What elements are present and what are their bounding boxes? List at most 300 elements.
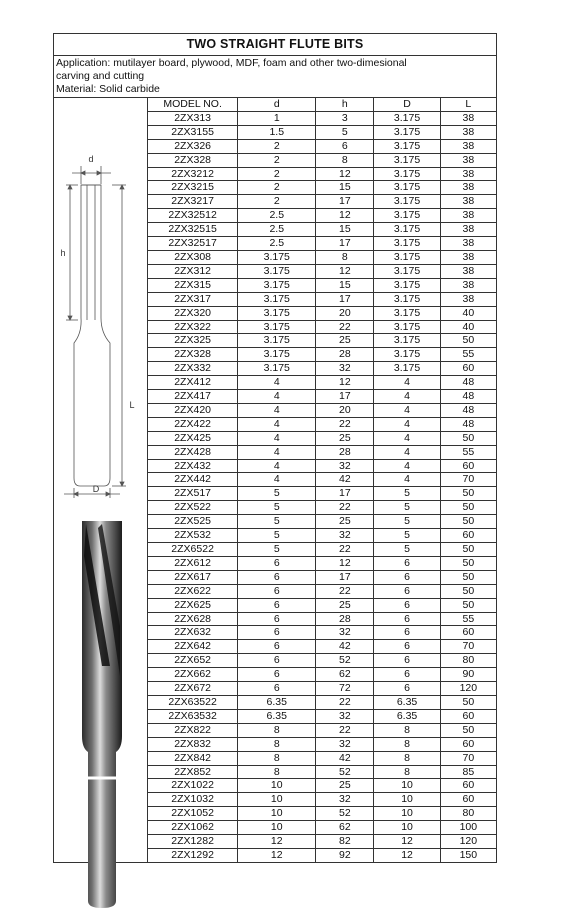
header-model: MODEL NO. (148, 98, 238, 111)
h-cell: 42 (316, 640, 374, 654)
d-cell: 5 (238, 501, 316, 515)
model-cell: 2ZX1022 (148, 779, 238, 793)
d-cell: 4 (238, 390, 316, 404)
d-cell: 1 (238, 111, 316, 125)
d-cell: 6 (238, 612, 316, 626)
D-cell: 10 (374, 793, 440, 807)
h-cell: 20 (316, 403, 374, 417)
h-cell: 32 (316, 793, 374, 807)
model-cell: 2ZX63522 (148, 695, 238, 709)
h-cell: 25 (316, 431, 374, 445)
h-cell: 17 (316, 487, 374, 501)
model-cell: 2ZX832 (148, 737, 238, 751)
table-row (148, 153, 496, 167)
d-cell: 8 (238, 737, 316, 751)
D-cell: 8 (374, 765, 440, 779)
L-cell: 55 (440, 348, 496, 362)
model-cell: 2ZX1052 (148, 807, 238, 821)
D-cell: 6.35 (374, 695, 440, 709)
L-cell: 50 (440, 431, 496, 445)
table-row (148, 111, 496, 125)
L-cell: 60 (440, 529, 496, 543)
d-cell: 2 (238, 195, 316, 209)
L-cell: 55 (440, 445, 496, 459)
d-cell: 3.175 (238, 306, 316, 320)
application-text: Application: mutilayer board, plywood, MDF, foam and other two-dimesional (56, 57, 407, 69)
model-cell: 2ZX1292 (148, 848, 238, 861)
d-cell: 6.35 (238, 695, 316, 709)
table-row (148, 793, 496, 807)
table-row (148, 445, 496, 459)
d-cell: 2 (238, 153, 316, 167)
h-cell: 6 (316, 139, 374, 153)
D-cell: 4 (374, 431, 440, 445)
h-cell: 25 (316, 334, 374, 348)
h-cell: 62 (316, 821, 374, 835)
dim-label-L: L (129, 400, 135, 410)
table-row (148, 459, 496, 473)
D-cell: 3.175 (374, 320, 440, 334)
application-text-cont: carving and cutting (56, 70, 145, 82)
table-row (148, 209, 496, 223)
table-row (148, 570, 496, 584)
header-D: D (374, 98, 440, 111)
table-row (148, 668, 496, 682)
h-cell: 42 (316, 473, 374, 487)
h-cell: 8 (316, 153, 374, 167)
d-cell: 6 (238, 682, 316, 696)
L-cell: 38 (440, 195, 496, 209)
header-h: h (316, 98, 374, 111)
L-cell: 70 (440, 751, 496, 765)
model-cell: 2ZX325 (148, 334, 238, 348)
h-cell: 72 (316, 682, 374, 696)
model-cell: 2ZX32515 (148, 223, 238, 237)
table-row (148, 487, 496, 501)
D-cell: 8 (374, 723, 440, 737)
model-cell: 2ZX422 (148, 417, 238, 431)
h-cell: 12 (316, 264, 374, 278)
h-cell: 32 (316, 709, 374, 723)
L-cell: 38 (440, 264, 496, 278)
table-row (148, 848, 496, 861)
model-cell: 2ZX617 (148, 570, 238, 584)
h-cell: 22 (316, 584, 374, 598)
table-row (148, 515, 496, 529)
L-cell: 40 (440, 306, 496, 320)
L-cell: 48 (440, 417, 496, 431)
table-row (148, 376, 496, 390)
D-cell: 4 (374, 417, 440, 431)
d-cell: 3.175 (238, 292, 316, 306)
table-row (148, 835, 496, 849)
d-cell: 10 (238, 807, 316, 821)
L-cell: 70 (440, 640, 496, 654)
h-cell: 32 (316, 362, 374, 376)
L-cell: 50 (440, 487, 496, 501)
d-cell: 1.5 (238, 125, 316, 139)
L-cell: 38 (440, 278, 496, 292)
L-cell: 50 (440, 556, 496, 570)
D-cell: 3.175 (374, 125, 440, 139)
d-cell: 2.5 (238, 209, 316, 223)
d-cell: 6 (238, 668, 316, 682)
table-row (148, 167, 496, 181)
L-cell: 70 (440, 473, 496, 487)
d-cell: 10 (238, 821, 316, 835)
D-cell: 5 (374, 529, 440, 543)
d-cell: 12 (238, 835, 316, 849)
h-cell: 28 (316, 612, 374, 626)
h-cell: 52 (316, 654, 374, 668)
table-row (148, 737, 496, 751)
L-cell: 60 (440, 362, 496, 376)
D-cell: 3.175 (374, 278, 440, 292)
table-row (148, 473, 496, 487)
model-cell: 2ZX642 (148, 640, 238, 654)
d-cell: 4 (238, 403, 316, 417)
table-row (148, 584, 496, 598)
h-cell: 82 (316, 835, 374, 849)
L-cell: 38 (440, 223, 496, 237)
h-cell: 28 (316, 348, 374, 362)
d-cell: 3.175 (238, 362, 316, 376)
h-cell: 32 (316, 459, 374, 473)
h-cell: 12 (316, 209, 374, 223)
D-cell: 6.35 (374, 709, 440, 723)
D-cell: 3.175 (374, 264, 440, 278)
h-cell: 22 (316, 417, 374, 431)
d-cell: 2.5 (238, 237, 316, 251)
d-cell: 6 (238, 654, 316, 668)
model-cell: 2ZX432 (148, 459, 238, 473)
d-cell: 5 (238, 515, 316, 529)
L-cell: 38 (440, 139, 496, 153)
d-cell: 12 (238, 848, 316, 861)
D-cell: 4 (374, 473, 440, 487)
d-cell: 6 (238, 570, 316, 584)
D-cell: 6 (374, 556, 440, 570)
h-cell: 22 (316, 543, 374, 557)
D-cell: 6 (374, 640, 440, 654)
table-row (148, 306, 496, 320)
L-cell: 50 (440, 584, 496, 598)
table-row (148, 709, 496, 723)
dim-label-D: D (92, 484, 100, 494)
D-cell: 3.175 (374, 348, 440, 362)
d-cell: 4 (238, 431, 316, 445)
h-cell: 92 (316, 848, 374, 861)
table-row (148, 598, 496, 612)
d-cell: 2 (238, 181, 316, 195)
D-cell: 6 (374, 570, 440, 584)
model-cell: 2ZX3212 (148, 167, 238, 181)
model-cell: 2ZX672 (148, 682, 238, 696)
d-cell: 5 (238, 529, 316, 543)
L-cell: 50 (440, 723, 496, 737)
L-cell: 38 (440, 250, 496, 264)
L-cell: 50 (440, 515, 496, 529)
dim-label-d: d (88, 154, 94, 164)
h-cell: 20 (316, 306, 374, 320)
model-cell: 2ZX525 (148, 515, 238, 529)
table-row (148, 821, 496, 835)
sheet-title: TWO STRAIGHT FLUTE BITS (54, 34, 496, 56)
model-cell: 2ZX612 (148, 556, 238, 570)
D-cell: 4 (374, 459, 440, 473)
D-cell: 10 (374, 821, 440, 835)
L-cell: 38 (440, 181, 496, 195)
model-cell: 2ZX625 (148, 598, 238, 612)
d-cell: 6.35 (238, 709, 316, 723)
L-cell: 50 (440, 543, 496, 557)
L-cell: 60 (440, 709, 496, 723)
table-row (148, 723, 496, 737)
model-cell: 2ZX822 (148, 723, 238, 737)
d-cell: 10 (238, 779, 316, 793)
L-cell: 50 (440, 695, 496, 709)
table-row (148, 556, 496, 570)
L-cell: 60 (440, 459, 496, 473)
d-cell: 3.175 (238, 320, 316, 334)
D-cell: 3.175 (374, 153, 440, 167)
D-cell: 6 (374, 668, 440, 682)
D-cell: 3.175 (374, 362, 440, 376)
dim-label-h: h (60, 248, 66, 258)
model-cell: 2ZX628 (148, 612, 238, 626)
D-cell: 6 (374, 584, 440, 598)
h-cell: 22 (316, 695, 374, 709)
L-cell: 80 (440, 807, 496, 821)
d-cell: 3.175 (238, 250, 316, 264)
table-row (148, 125, 496, 139)
header-d: d (238, 98, 316, 111)
h-cell: 17 (316, 390, 374, 404)
L-cell: 48 (440, 390, 496, 404)
model-cell: 2ZX632 (148, 626, 238, 640)
D-cell: 3.175 (374, 167, 440, 181)
table-row (148, 390, 496, 404)
d-cell: 2 (238, 139, 316, 153)
d-cell: 3.175 (238, 334, 316, 348)
d-cell: 6 (238, 598, 316, 612)
h-cell: 25 (316, 779, 374, 793)
table-row (148, 543, 496, 557)
table-row (148, 250, 496, 264)
h-cell: 32 (316, 737, 374, 751)
table-row (148, 362, 496, 376)
table-row (148, 431, 496, 445)
table-row (148, 751, 496, 765)
L-cell: 90 (440, 668, 496, 682)
table-row (148, 417, 496, 431)
model-cell: 2ZX522 (148, 501, 238, 515)
table-row (148, 626, 496, 640)
h-cell: 32 (316, 626, 374, 640)
d-cell: 3.175 (238, 278, 316, 292)
table-header-row (148, 98, 496, 111)
model-cell: 2ZX662 (148, 668, 238, 682)
h-cell: 15 (316, 223, 374, 237)
model-cell: 2ZX6522 (148, 543, 238, 557)
L-cell: 38 (440, 167, 496, 181)
L-cell: 48 (440, 403, 496, 417)
model-cell: 2ZX315 (148, 278, 238, 292)
d-cell: 3.175 (238, 264, 316, 278)
figure-column (54, 98, 148, 862)
table-row (148, 529, 496, 543)
L-cell: 85 (440, 765, 496, 779)
L-cell: 50 (440, 334, 496, 348)
model-cell: 2ZX32517 (148, 237, 238, 251)
D-cell: 3.175 (374, 306, 440, 320)
h-cell: 12 (316, 167, 374, 181)
model-cell: 2ZX842 (148, 751, 238, 765)
D-cell: 3.175 (374, 181, 440, 195)
model-cell: 2ZX532 (148, 529, 238, 543)
D-cell: 3.175 (374, 223, 440, 237)
d-cell: 4 (238, 473, 316, 487)
model-cell: 2ZX442 (148, 473, 238, 487)
table-row (148, 181, 496, 195)
h-cell: 8 (316, 250, 374, 264)
L-cell: 60 (440, 737, 496, 751)
D-cell: 3.175 (374, 139, 440, 153)
D-cell: 6 (374, 682, 440, 696)
table-row (148, 320, 496, 334)
table-row (148, 237, 496, 251)
model-cell: 2ZX63532 (148, 709, 238, 723)
table-row (148, 501, 496, 515)
L-cell: 38 (440, 125, 496, 139)
L-cell: 50 (440, 501, 496, 515)
D-cell: 4 (374, 390, 440, 404)
h-cell: 17 (316, 292, 374, 306)
h-cell: 28 (316, 445, 374, 459)
D-cell: 3.175 (374, 209, 440, 223)
L-cell: 40 (440, 320, 496, 334)
header-L: L (440, 98, 496, 111)
d-cell: 6 (238, 556, 316, 570)
table-row (148, 403, 496, 417)
L-cell: 120 (440, 835, 496, 849)
model-cell: 2ZX1282 (148, 835, 238, 849)
L-cell: 100 (440, 821, 496, 835)
table-row (148, 223, 496, 237)
h-cell: 15 (316, 278, 374, 292)
h-cell: 3 (316, 111, 374, 125)
h-cell: 12 (316, 556, 374, 570)
h-cell: 25 (316, 598, 374, 612)
D-cell: 6 (374, 598, 440, 612)
d-cell: 6 (238, 626, 316, 640)
h-cell: 52 (316, 765, 374, 779)
d-cell: 8 (238, 765, 316, 779)
model-cell: 2ZX328 (148, 348, 238, 362)
description-block (54, 56, 496, 98)
table-row (148, 654, 496, 668)
table-row (148, 765, 496, 779)
h-cell: 17 (316, 195, 374, 209)
h-cell: 12 (316, 376, 374, 390)
D-cell: 4 (374, 403, 440, 417)
spec-table (148, 98, 496, 862)
d-cell: 8 (238, 751, 316, 765)
spec-sheet (53, 33, 497, 863)
h-cell: 32 (316, 529, 374, 543)
L-cell: 38 (440, 209, 496, 223)
D-cell: 6 (374, 612, 440, 626)
D-cell: 3.175 (374, 292, 440, 306)
h-cell: 22 (316, 723, 374, 737)
table-row (148, 195, 496, 209)
material-text: Material: Solid carbide (56, 83, 160, 95)
d-cell: 6 (238, 584, 316, 598)
L-cell: 38 (440, 111, 496, 125)
D-cell: 3.175 (374, 334, 440, 348)
table-row (148, 278, 496, 292)
D-cell: 4 (374, 376, 440, 390)
L-cell: 150 (440, 848, 496, 861)
d-cell: 4 (238, 459, 316, 473)
model-cell: 2ZX332 (148, 362, 238, 376)
table-row (148, 640, 496, 654)
d-cell: 6 (238, 640, 316, 654)
table-row (148, 612, 496, 626)
D-cell: 5 (374, 543, 440, 557)
D-cell: 10 (374, 807, 440, 821)
model-cell: 2ZX417 (148, 390, 238, 404)
model-cell: 2ZX3215 (148, 181, 238, 195)
D-cell: 6 (374, 626, 440, 640)
model-cell: 2ZX652 (148, 654, 238, 668)
d-cell: 4 (238, 376, 316, 390)
L-cell: 60 (440, 779, 496, 793)
h-cell: 17 (316, 570, 374, 584)
h-cell: 5 (316, 125, 374, 139)
L-cell: 60 (440, 626, 496, 640)
table-row (148, 292, 496, 306)
table-row (148, 807, 496, 821)
router-bit-photo (72, 516, 132, 911)
D-cell: 3.175 (374, 195, 440, 209)
d-cell: 3.175 (238, 348, 316, 362)
model-cell: 2ZX317 (148, 292, 238, 306)
model-cell: 2ZX420 (148, 403, 238, 417)
dimension-drawing (54, 148, 147, 498)
table-row (148, 682, 496, 696)
model-cell: 2ZX517 (148, 487, 238, 501)
D-cell: 8 (374, 751, 440, 765)
d-cell: 2.5 (238, 223, 316, 237)
D-cell: 5 (374, 501, 440, 515)
h-cell: 62 (316, 668, 374, 682)
D-cell: 10 (374, 779, 440, 793)
model-cell: 2ZX428 (148, 445, 238, 459)
table-row (148, 264, 496, 278)
model-cell: 2ZX622 (148, 584, 238, 598)
L-cell: 60 (440, 793, 496, 807)
h-cell: 22 (316, 501, 374, 515)
model-cell: 2ZX328 (148, 153, 238, 167)
L-cell: 120 (440, 682, 496, 696)
h-cell: 52 (316, 807, 374, 821)
table-row (148, 334, 496, 348)
table-row (148, 139, 496, 153)
table-row (148, 348, 496, 362)
L-cell: 80 (440, 654, 496, 668)
table-row (148, 779, 496, 793)
